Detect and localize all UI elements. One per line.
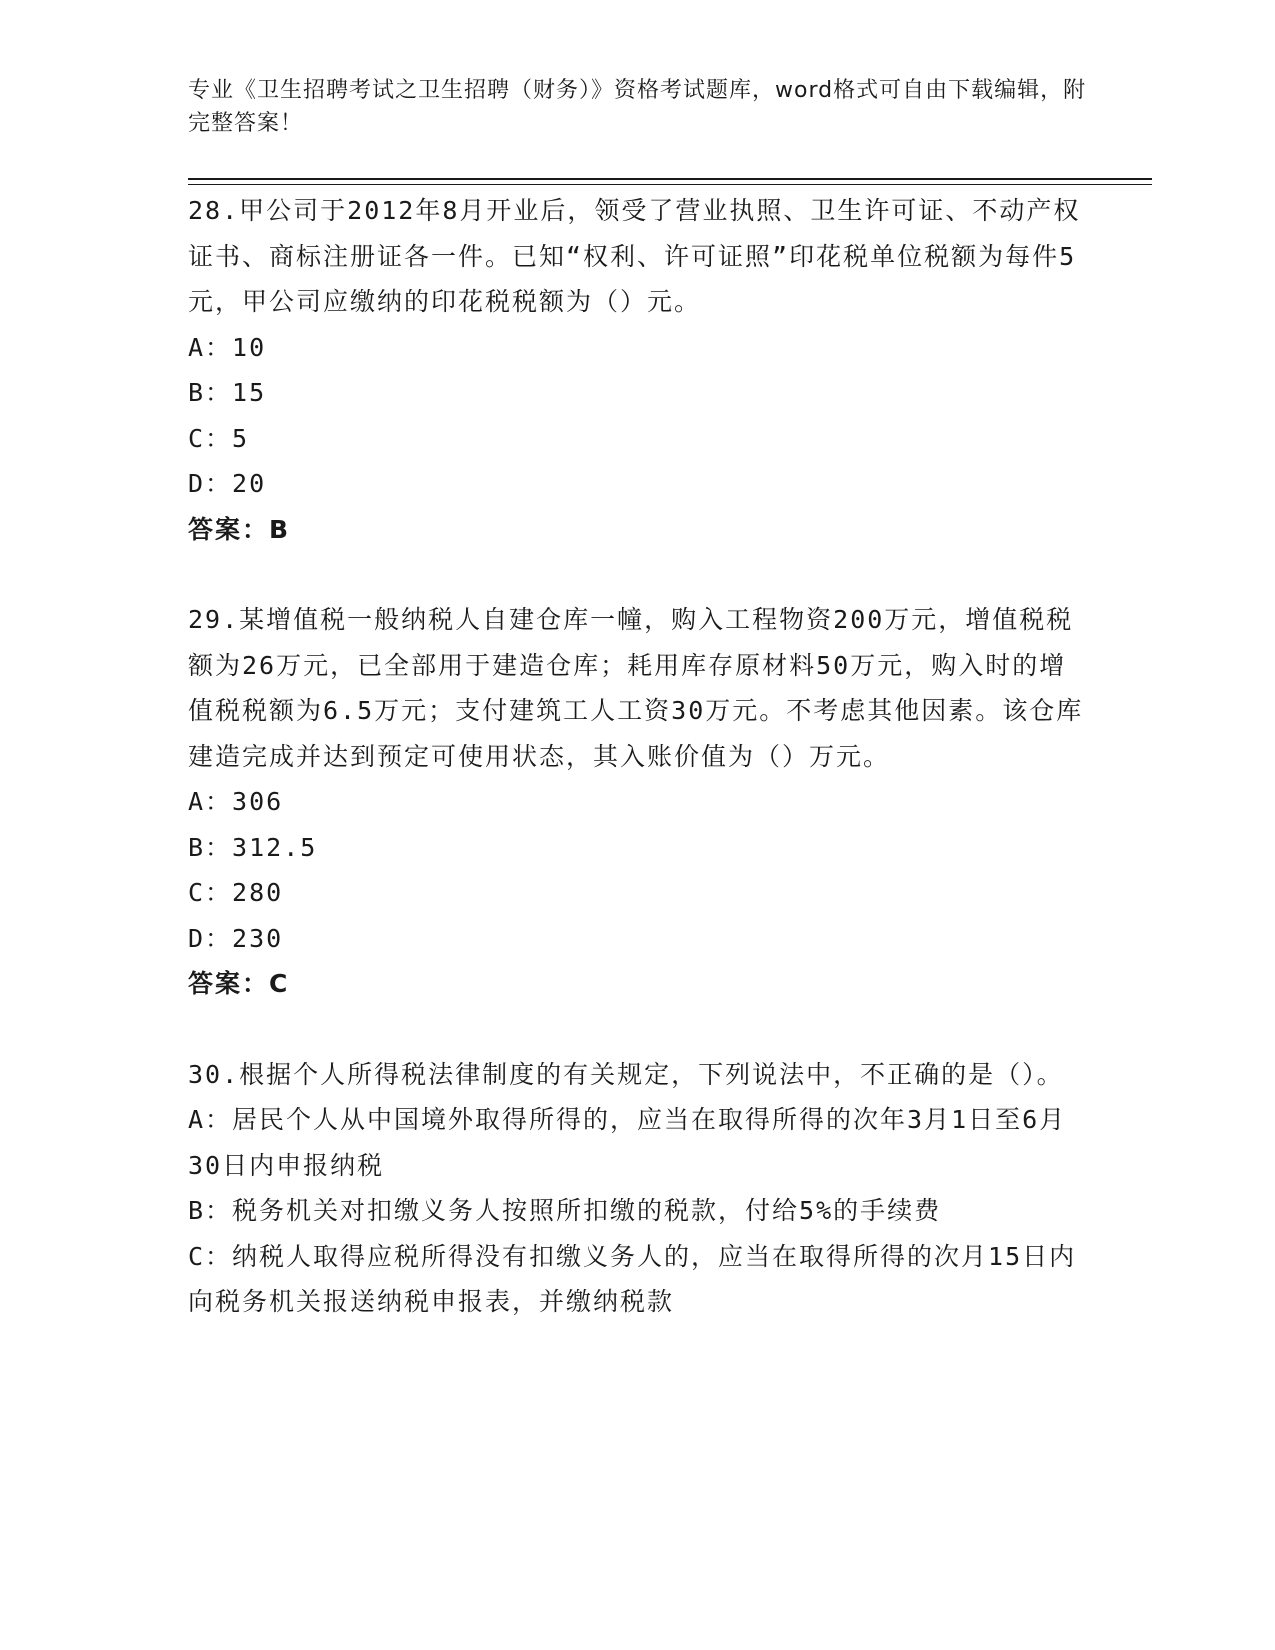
question-list [188, 188, 1088, 1325]
header-divider-thick [188, 178, 1152, 180]
option-a: A：306 [188, 787, 284, 816]
question-text: 29.某增值税一般纳税人自建仓库一幢，购入工程物资200万元，增值税税额为26万元，已全部用于建造仓库；耗用库存原材料50万元，购入时的增值税税额为6.5万元；支付建筑工人工资30万元。不考虑其他因素。该仓库建造完成并达到预定可使用状态，其入账价值为（）万元。 [188, 605, 1084, 771]
option-c: C：5 [188, 423, 250, 453]
option-a: A：10 [188, 332, 267, 362]
question-28 [188, 188, 1088, 552]
option-b: B：税务机关对扣缴义务人按照所扣缴的税款，付给5%的手续费 [188, 1196, 942, 1225]
question-30 [188, 1052, 1088, 1325]
question-text: 28.甲公司于2012年8月开业后，领受了营业执照、卫生许可证、不动产权证书、商标注册证各一件。已知“权利、许可证照”印花税单位税额为每件5元，甲公司应缴纳的印花税税额为（）元。 [188, 196, 1081, 316]
option-c: C：280 [188, 878, 284, 907]
header-divider-thin [188, 184, 1152, 185]
option-a: A：居民个人从中国境外取得所得的，应当在取得所得的次年3月1日至6月30日内申报纳税 [188, 1105, 1067, 1180]
question-spacer [188, 552, 1088, 597]
question-29 [188, 597, 1088, 1007]
document-header: 专业《卫生招聘考试之卫生招聘（财务）》资格考试题库，word格式可自由下载编辑，附完整答案！ [188, 78, 1087, 136]
question-text: 30.根据个人所得税法律制度的有关规定，下列说法中，不正确的是（）。 [188, 1059, 1064, 1089]
answer-label: 答案：B [188, 514, 291, 544]
option-b: B：15 [188, 378, 267, 407]
option-d: D：20 [188, 469, 267, 498]
answer-label: 答案：C [188, 969, 290, 998]
option-c: C：纳税人取得应税所得没有扣缴义务人的，应当在取得所得的次月15日内向税务机关报送纳税申报表，并缴纳税款 [188, 1241, 1077, 1316]
question-spacer [188, 1007, 1088, 1052]
option-d: D：230 [188, 923, 284, 953]
option-b: B：312.5 [188, 832, 318, 862]
